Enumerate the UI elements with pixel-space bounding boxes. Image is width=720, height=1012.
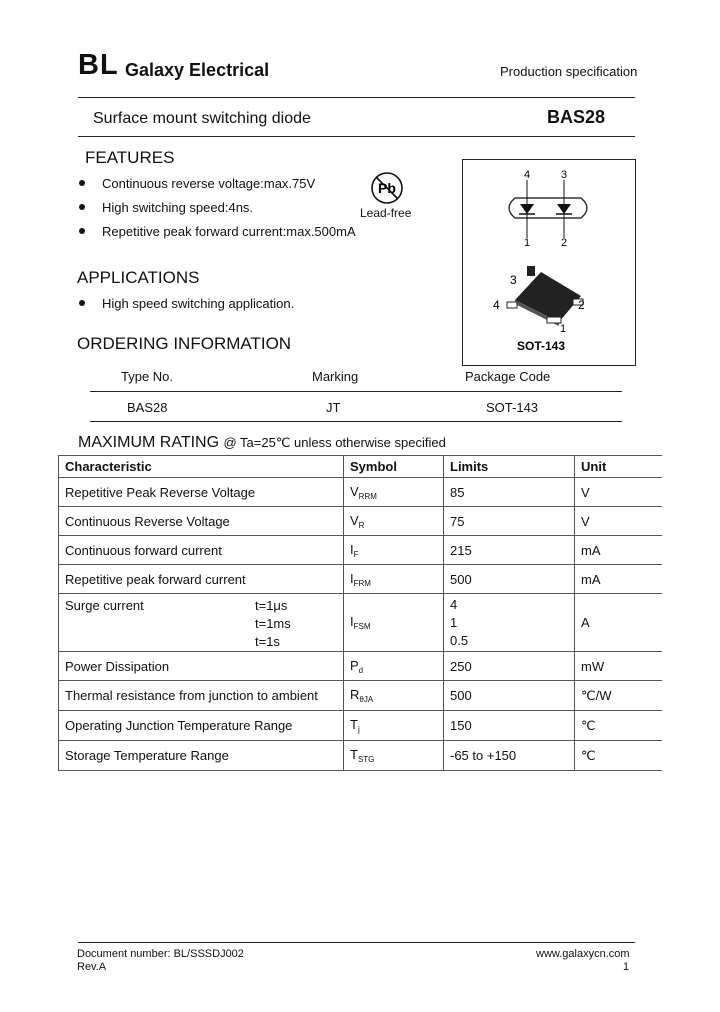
ordering-marking: JT — [326, 400, 341, 415]
table-row: Surge current t=1μs t=1ms t=1s $I_{FSM}$ 4 1 0.5 A — [59, 594, 663, 652]
pin-label: 4 — [493, 298, 500, 312]
col-unit: Unit — [575, 456, 663, 478]
pin-label: 1 — [560, 323, 567, 335]
page-number: 1 — [623, 961, 630, 973]
part-description: Surface mount switching diode — [93, 110, 311, 127]
website-link[interactable]: www.galaxycn.com — [536, 948, 630, 960]
pin-label: 3 — [510, 273, 517, 287]
sot-143-package-icon — [507, 266, 583, 326]
max-rating-table — [58, 455, 662, 771]
features-heading: FEATURES — [85, 148, 175, 167]
lead-free-icon — [368, 170, 408, 206]
pin-diagram — [463, 160, 635, 365]
col-limits: Limits — [444, 456, 575, 478]
ordering-type: BAS28 — [127, 400, 168, 415]
table-row: Repetitive peak forward current $I_{FRM}$ 500 mA — [59, 565, 663, 594]
ordering-divider — [90, 391, 622, 392]
pin-label: 1 — [524, 237, 531, 249]
pin-label: 2 — [561, 237, 568, 249]
table-row: Continuous Reverse Voltage $V_R$ 75 V — [59, 507, 663, 536]
doc-number: Document number: BL/SSSDJ002 — [77, 948, 244, 960]
feature-item: Repetitive peak forward current:max.500mA — [102, 224, 356, 239]
table-row: Repetitive Peak Reverse Voltage $V_{RRM}$ 85 V — [59, 478, 663, 507]
pin-label: 2 — [578, 298, 585, 312]
lead-free-label: Lead-free — [360, 206, 412, 220]
ordering-heading: ORDERING INFORMATION — [77, 334, 292, 353]
table-row: Storage Temperature Range $T_{STG}$ -65 to +150 ℃ — [59, 741, 663, 771]
part-number: BAS28 — [547, 107, 606, 127]
application-item: High speed switching application. — [102, 296, 294, 311]
col-characteristic: Characteristic — [59, 456, 344, 478]
company-logo: BL — [78, 49, 119, 81]
ordering-col-package: Package Code — [465, 369, 551, 384]
feature-item: Continuous reverse voltage:max.75V — [102, 176, 315, 191]
table-row: Power Dissipation $P_d$ 250 mW — [59, 652, 663, 681]
title-divider — [78, 136, 635, 137]
max-rating-condition: @ Ta=25℃ unless otherwise specified — [223, 435, 446, 450]
ordering-package: SOT-143 — [486, 400, 539, 415]
feature-item: High switching speed:4ns. — [102, 200, 253, 215]
pin-label: 3 — [561, 169, 568, 181]
table-row: Thermal resistance from junction to ambient $R_{\theta JA}$ 500 ℃/W — [59, 681, 663, 711]
table-row: Operating Junction Temperature Range $T_j$ 150 ℃ — [59, 711, 663, 741]
ordering-divider — [90, 421, 622, 422]
lead-free-badge-text: Pb — [378, 180, 396, 196]
col-symbol: Symbol — [344, 456, 444, 478]
header-divider — [78, 97, 635, 98]
footer-divider — [78, 942, 635, 943]
ordering-col-marking: Marking — [312, 369, 359, 384]
pin-label: 4 — [524, 169, 531, 181]
applications-heading: APPLICATIONS — [77, 268, 200, 287]
diode-symbol — [520, 204, 534, 214]
doc-type: Production specification — [500, 64, 638, 79]
package-diagram — [462, 159, 636, 366]
ordering-col-type: Type No. — [121, 369, 174, 384]
diode-symbol — [557, 204, 571, 214]
revision: Rev.A — [77, 961, 107, 973]
package-name: SOT-143 — [517, 339, 566, 353]
max-rating-heading: MAXIMUM RATING @ Ta=25℃ unless otherwise specified — [78, 434, 446, 451]
table-row: Continuous forward current $I_F$ 215 mA — [59, 536, 663, 565]
company-name: Galaxy Electrical — [125, 60, 270, 80]
table-header-row — [59, 456, 663, 478]
